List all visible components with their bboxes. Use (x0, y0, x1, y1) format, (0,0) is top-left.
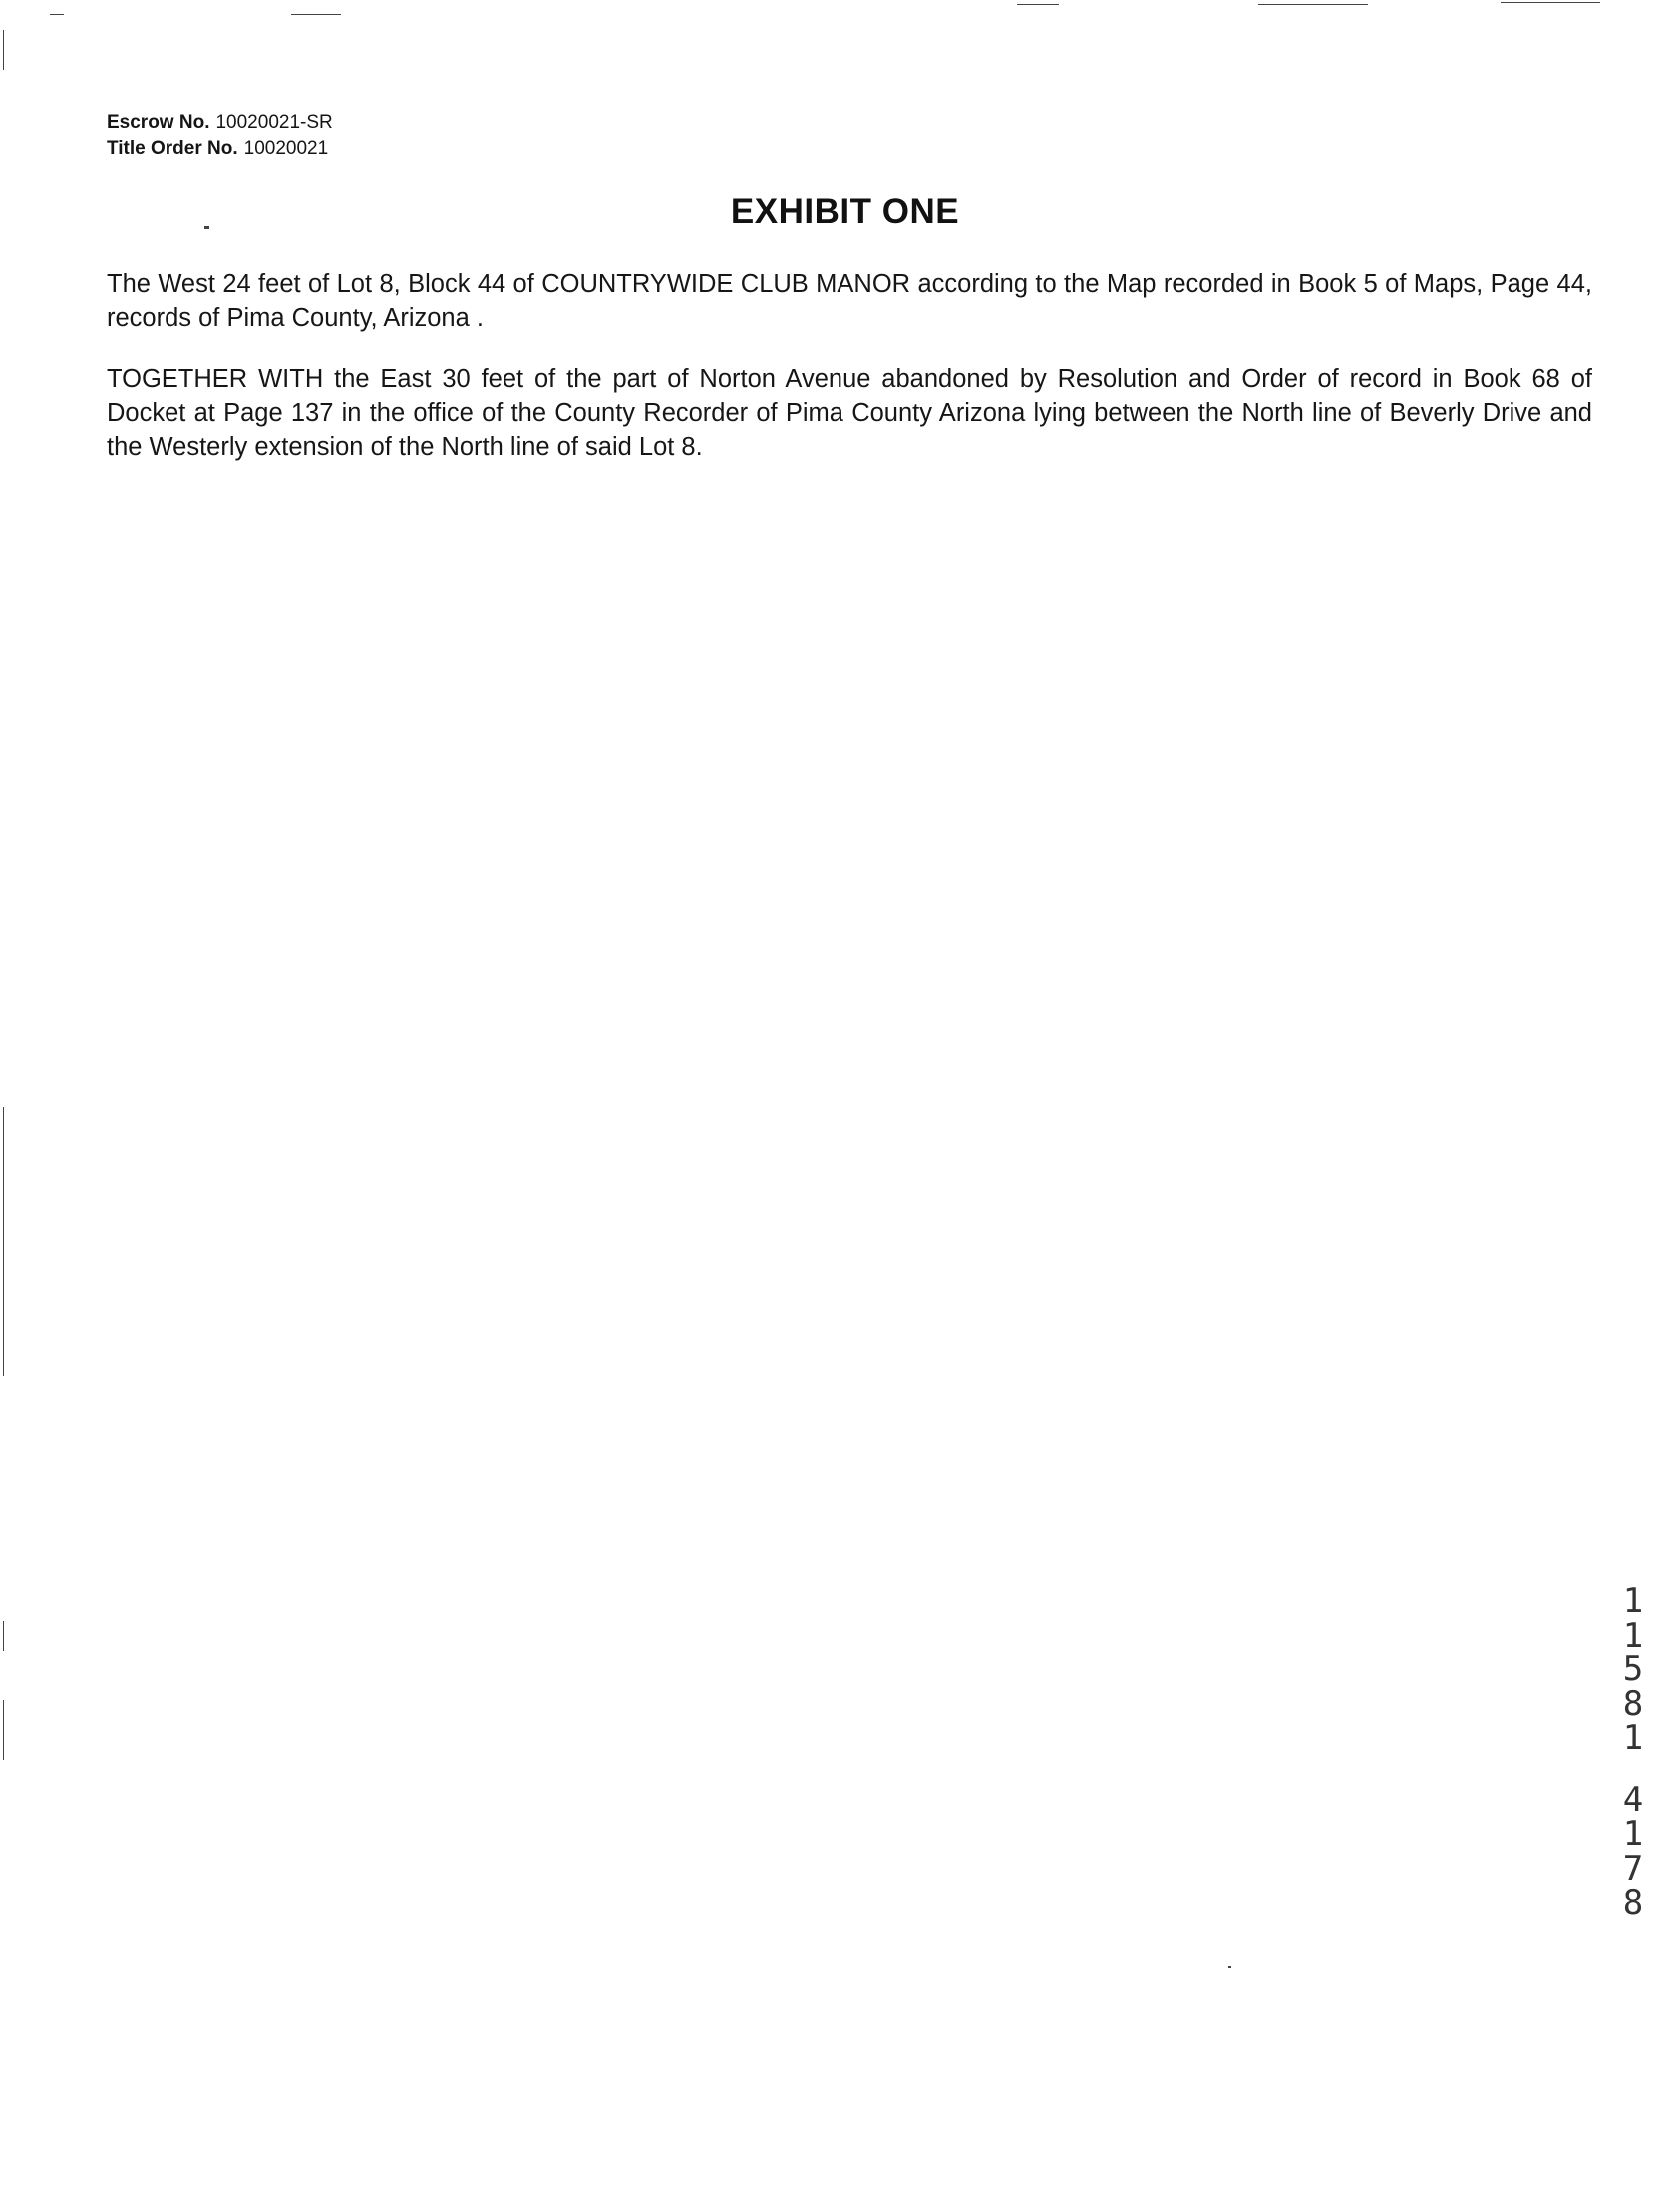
stamp-digit: 4 (1622, 1779, 1644, 1820)
scan-mark (291, 14, 341, 15)
legal-description-paragraph: TOGETHER WITH the East 30 feet of the part of Norton Avenue abandoned by Resolution and Order of record in Book 68 of Docket at Page 137 in the office of the County Recorder of Pima County Arizona lying between the North line of Beverly Drive and the Westerly extension of the North line of said Lot 8. (107, 365, 1592, 461)
stamp-digit: 7 (1622, 1848, 1644, 1889)
scan-mark (1501, 2, 1600, 3)
stamp-digit: 1 (1622, 1581, 1644, 1621)
stamp-digit: 1 (1622, 1814, 1644, 1854)
title-order-line (107, 136, 333, 162)
document-body (107, 267, 1592, 491)
stamp-digit: 5 (1622, 1650, 1644, 1689)
escrow-number-value: 10020021-SR (215, 112, 333, 133)
scan-mark (50, 14, 64, 15)
title-order-value: 10020021 (243, 138, 329, 159)
document-title-text: EXHIBIT ONE (730, 192, 960, 231)
document-header (107, 110, 333, 162)
scan-mark (1228, 1966, 1231, 1968)
scan-mark (3, 1700, 4, 1760)
title-order-label: Title Order No. (107, 138, 238, 159)
stamp-gap (1613, 1756, 1653, 1783)
stamp-digit: 8 (1622, 1683, 1644, 1724)
recording-number-stamp (1613, 1581, 1653, 1923)
scan-mark (3, 1621, 4, 1651)
stamp-digit: 8 (1622, 1883, 1644, 1923)
scan-mark (1258, 4, 1368, 5)
scan-mark (1017, 4, 1059, 5)
stamp-digit: 1 (1622, 1615, 1644, 1655)
scan-mark (3, 1107, 4, 1376)
escrow-number-line (107, 110, 333, 136)
stamp-digit: 1 (1622, 1718, 1644, 1758)
document-title (0, 192, 1680, 232)
legal-description-paragraph: The West 24 feet of Lot 8, Block 44 of COUNTRYWIDE CLUB MANOR according to the Map recorded in Book 5 of Maps, Page 44, records of Pima County, Arizona . (107, 270, 1592, 332)
scan-mark (3, 30, 4, 70)
escrow-number-label: Escrow No. (107, 112, 210, 133)
